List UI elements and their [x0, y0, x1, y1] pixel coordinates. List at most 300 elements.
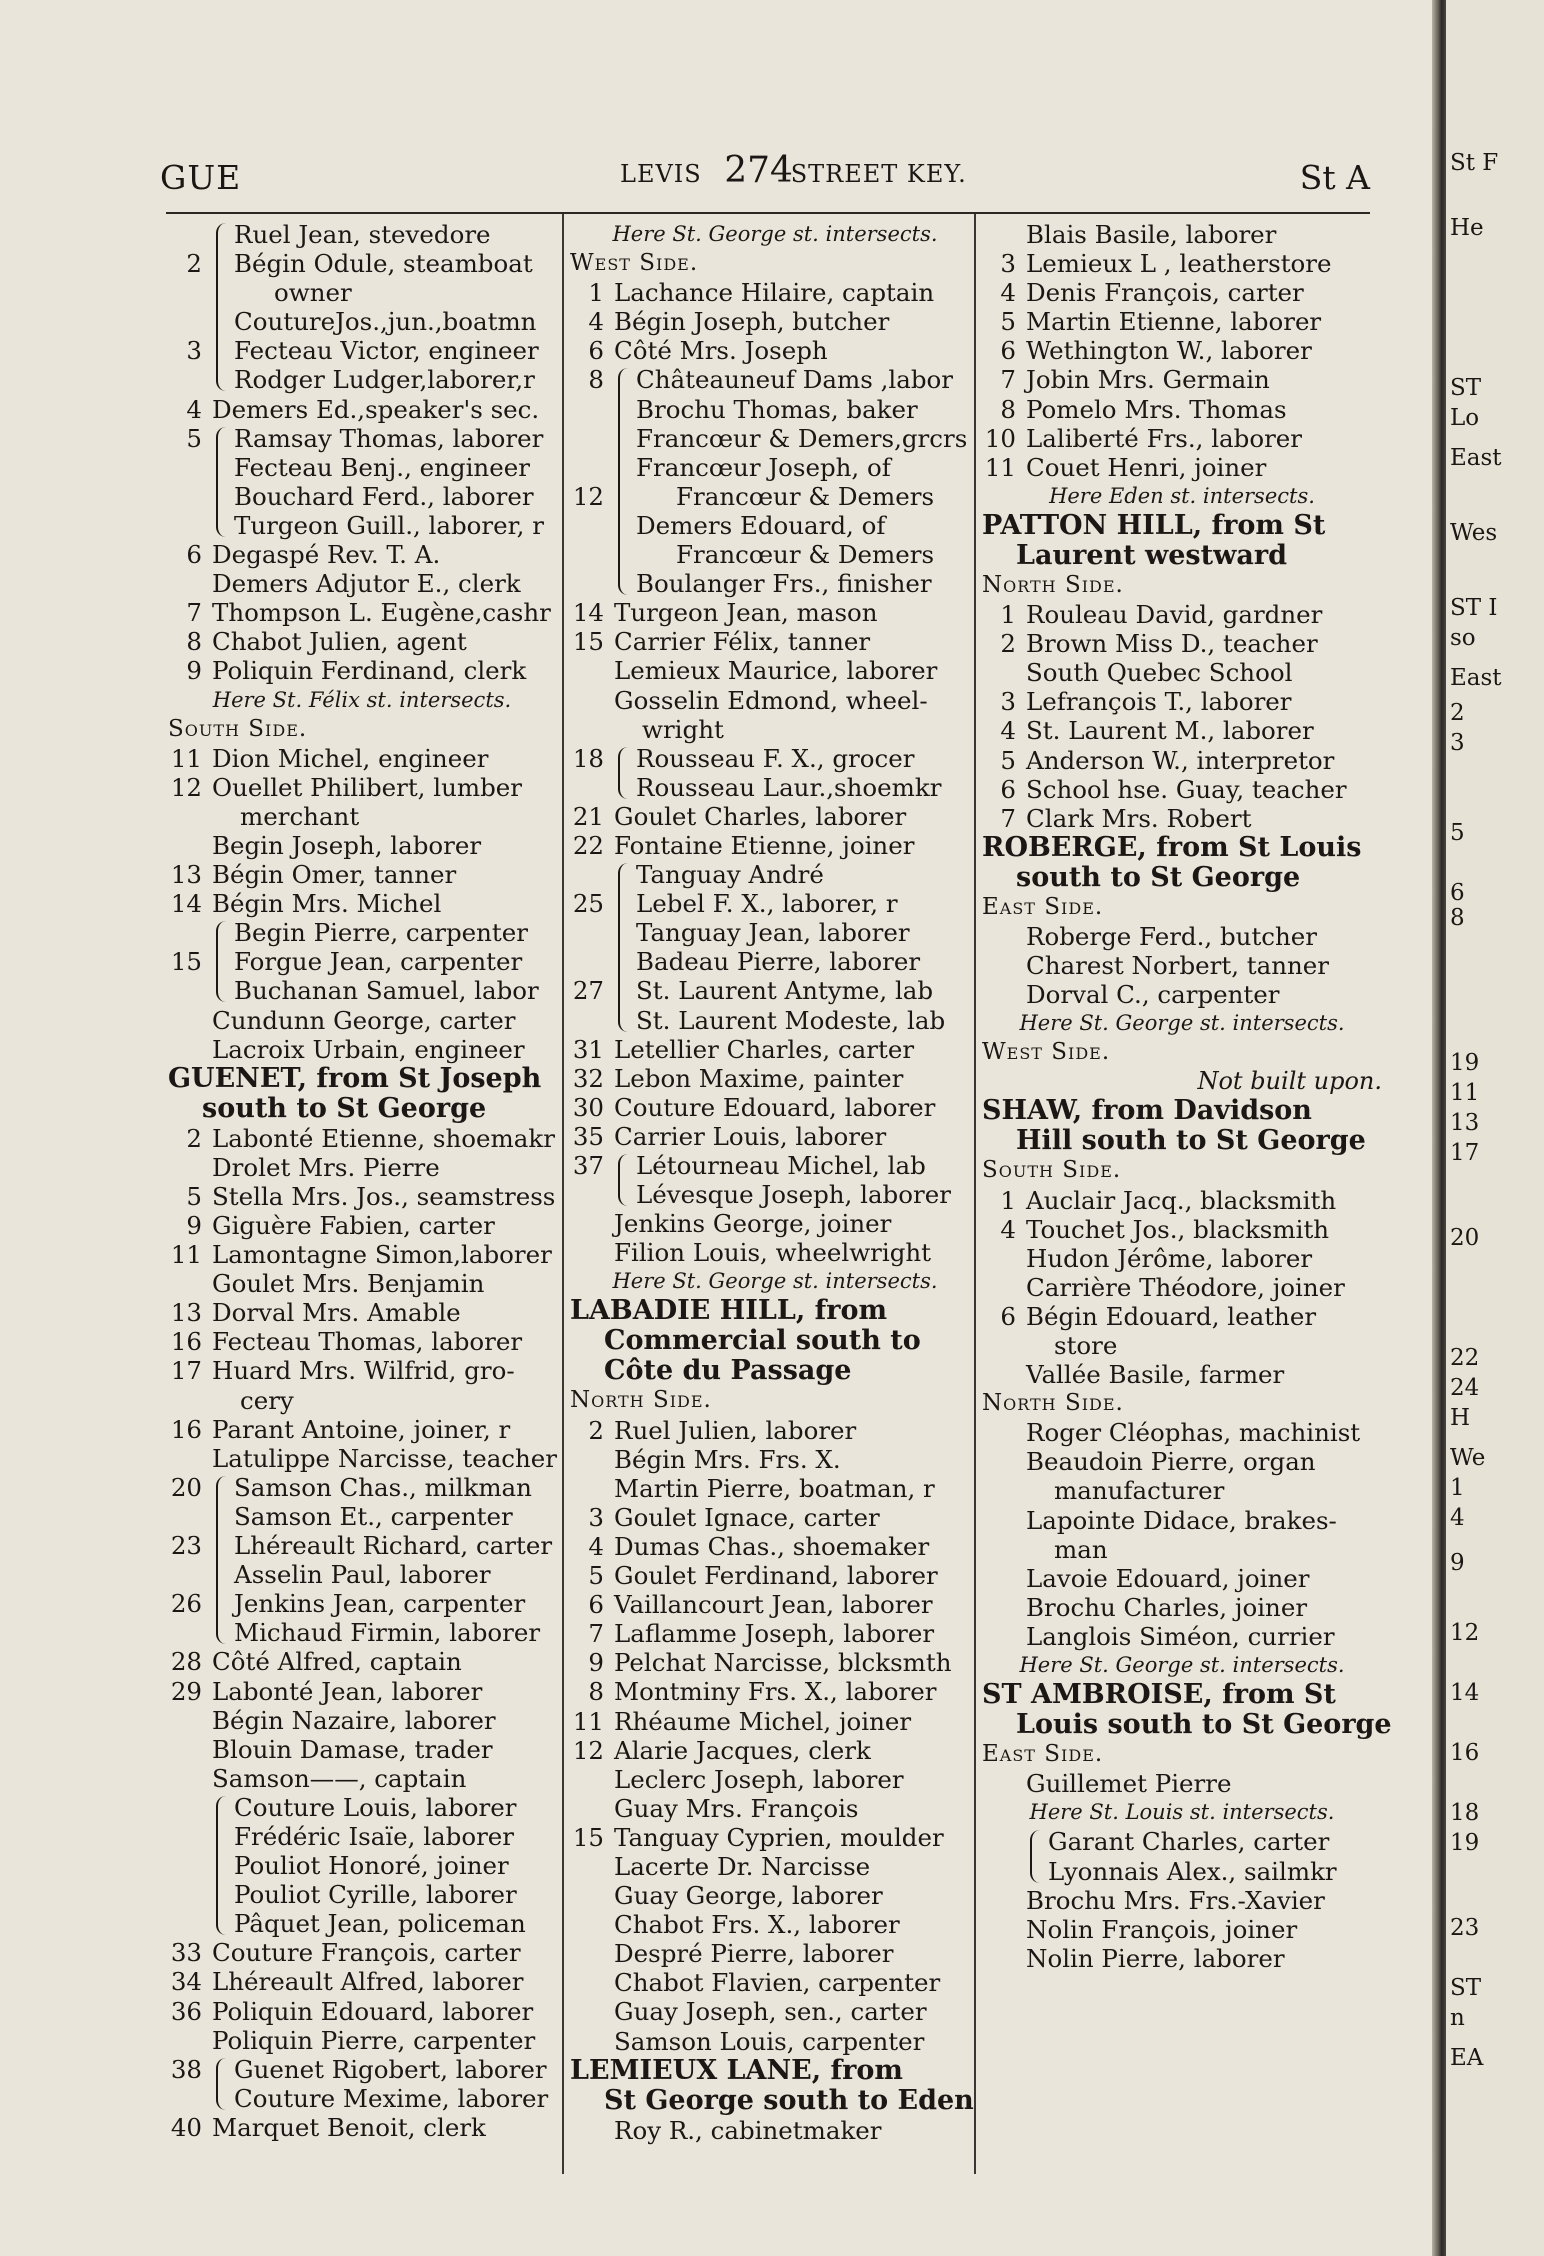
resident-name: Filion Louis, wheelwright: [614, 1238, 932, 1268]
resident-name: Cundunn George, carter: [212, 1005, 516, 1035]
directory-entry: [168, 2084, 556, 2113]
resident-name: Samson Louis, carpenter: [614, 2026, 925, 2056]
house-number: 4: [1000, 278, 1016, 308]
directory-entry: [982, 1418, 1382, 1447]
directory-entry: [168, 947, 556, 976]
resident-name: Nolin François, joiner: [1026, 1914, 1298, 1944]
group-brace: [216, 2058, 226, 2110]
directory-entry: [168, 1415, 556, 1444]
page-number: 274: [724, 150, 793, 191]
directory-entry: [570, 1707, 980, 1736]
resident-name: Couture François, carter: [212, 1938, 521, 1968]
directory-entry: [982, 1244, 1382, 1273]
resident-name: Brochu Charles, joiner: [1026, 1592, 1308, 1622]
directory-entry: [982, 1215, 1382, 1244]
house-number: 30: [572, 1092, 604, 1122]
resident-name: Turgeon Jean, mason: [614, 598, 878, 628]
directory-entry: [168, 1327, 556, 1356]
directory-entry: [982, 687, 1382, 716]
resident-name: Goulet Ferdinand, laborer: [614, 1561, 938, 1591]
directory-entry: [570, 1503, 980, 1532]
column-1: [168, 220, 556, 2142]
house-number: 3: [1000, 687, 1016, 717]
facing-page-fragment: Lo: [1450, 405, 1480, 431]
resident-name: Couture Edouard, laborer: [614, 1092, 936, 1122]
side-label: South Side.: [982, 1157, 1122, 1184]
directory-entry: [168, 1124, 556, 1153]
side-label: West Side.: [570, 250, 699, 277]
directory-entry: [982, 395, 1382, 424]
directory-entry: [982, 1944, 1382, 1973]
house-number: 4: [588, 1531, 604, 1561]
directory-entry: [570, 1968, 980, 1997]
house-number: 10: [984, 423, 1016, 453]
house-number: 8: [588, 365, 604, 395]
resident-name: St. Laurent M., laborer: [1026, 716, 1314, 746]
street-heading-line: Laurent westward: [1016, 539, 1287, 571]
house-number: 9: [588, 1648, 604, 1678]
directory-entry: [982, 453, 1382, 482]
facing-page-fragment: 17: [1450, 1140, 1480, 1166]
resident-name: School hse. Guay, teacher: [1026, 774, 1347, 804]
resident-name: Roberge Ferd., butcher: [1026, 921, 1317, 951]
directory-entry: [570, 947, 980, 976]
resident-name: Lhéreault Alfred, laborer: [212, 1967, 524, 1997]
resident-name: Blouin Damase, trader: [212, 1734, 493, 1764]
resident-name: Lapointe Didace, brakes-: [1026, 1505, 1337, 1535]
house-number: 28: [170, 1647, 202, 1677]
directory-entry: [168, 307, 556, 336]
directory-entry: [168, 860, 556, 889]
directory-entry: [982, 804, 1382, 833]
resident-name: Fecteau Benj., engineer: [234, 452, 530, 482]
resident-name: Guay George, laborer: [614, 1881, 883, 1911]
directory-entry: [168, 1967, 556, 1996]
directory-entry: [168, 1269, 556, 1298]
directory-entry: [982, 658, 1382, 687]
directory-entry: [570, 1590, 980, 1619]
resident-name: Despré Pierre, laborer: [614, 1939, 894, 1969]
group-brace: [216, 1796, 226, 1935]
resident-name: Labonté Etienne, shoemakr: [212, 1123, 555, 1153]
directory-entry: [168, 1735, 556, 1764]
directory-entry: [982, 1506, 1382, 1535]
side-label: West Side.: [982, 1039, 1111, 1066]
street-heading-line: south to St George: [202, 1092, 487, 1124]
resident-name: Côté Alfred, captain: [212, 1647, 462, 1677]
directory-entry: [168, 1997, 556, 2026]
resident-name: Degaspé Rev. T. A.: [212, 540, 441, 570]
street-heading-line: ST AMBROISE, from St: [982, 1679, 1336, 1711]
facing-page-fragment: 13: [1450, 1110, 1480, 1136]
directory-entry: [570, 424, 980, 453]
resident-name: Martin Etienne, laborer: [1026, 307, 1322, 337]
resident-name: Lebel F. X., laborer, r: [636, 889, 898, 919]
resident-name: Charest Norbert, tanner: [1026, 950, 1329, 980]
directory-entry: [168, 1647, 556, 1676]
house-number: 27: [572, 976, 604, 1006]
resident-name: Dorval C., carpenter: [1026, 980, 1280, 1010]
directory-entry: [982, 1622, 1382, 1651]
directory-entry: [570, 1093, 980, 1122]
resident-name: Touchet Jos., blacksmith: [1026, 1214, 1330, 1244]
house-number: 3: [588, 1502, 604, 1532]
house-number: 2: [186, 1123, 202, 1153]
directory-entry: [982, 424, 1382, 453]
resident-name: Rhéaume Michel, joiner: [614, 1706, 912, 1736]
resident-name: Guay Joseph, sen., carter: [614, 1997, 927, 2027]
side-label: East Side.: [982, 893, 1104, 920]
intersection-note: Not built upon.: [1197, 1067, 1382, 1096]
header-center: [620, 150, 967, 191]
facing-page-fragment: 18: [1450, 1800, 1480, 1826]
facing-page-fragment: 2: [1450, 700, 1465, 726]
directory-entry: [570, 1852, 980, 1881]
directory-entry: [168, 656, 556, 685]
header-right: St A: [1299, 158, 1370, 197]
house-number: 16: [170, 1327, 202, 1357]
resident-name: Rouleau David, gardner: [1026, 600, 1323, 630]
directory-entry: [168, 1035, 556, 1064]
resident-name: Couet Henri, joiner: [1026, 452, 1267, 482]
directory-entry: [168, 1589, 556, 1618]
resident-name: Lemieux L , leatherstore: [1026, 249, 1332, 279]
house-number: 1: [1000, 1185, 1016, 1215]
house-number: 18: [572, 743, 604, 773]
house-number: 37: [572, 1151, 604, 1180]
directory-entry: [570, 1445, 980, 1474]
resident-name: Martin Pierre, boatman, r: [614, 1473, 935, 1503]
side-label: East Side.: [982, 1741, 1104, 1768]
house-number: 16: [170, 1414, 202, 1444]
resident-name: Pomelo Mrs. Thomas: [1026, 394, 1287, 424]
house-number: 22: [572, 830, 604, 860]
resident-name: Pelchat Narcisse, blcksmth: [614, 1648, 952, 1678]
directory-entry: [168, 1356, 556, 1385]
resident-name: Carrier Félix, tanner: [614, 627, 871, 657]
facing-page-fragment: 11: [1450, 1080, 1480, 1106]
street-heading: [570, 2056, 980, 2116]
directory-entry: [168, 1386, 556, 1415]
house-number: 4: [588, 307, 604, 337]
facing-page-fragment: 12: [1450, 1620, 1480, 1646]
resident-name: Bégin Nazaire, laborer: [212, 1705, 496, 1735]
resident-name: Drolet Mrs. Pierre: [212, 1152, 440, 1182]
house-number: 11: [170, 743, 202, 773]
facing-page-fragment: n: [1450, 2005, 1465, 2031]
house-number: 7: [1000, 803, 1016, 833]
resident-name: Poliquin Pierre, carpenter: [212, 2025, 536, 2055]
street-heading: [570, 1296, 980, 1386]
street-heading-line: Commercial south to: [604, 1325, 921, 1357]
facing-page-fragment: EA: [1450, 2045, 1484, 2071]
directory-entry: [570, 1064, 980, 1093]
street-heading-line: Louis south to St George: [1016, 1709, 1392, 1741]
resident-name: Marquet Benoit, clerk: [212, 2112, 486, 2142]
facing-page-edge: [1446, 0, 1544, 2256]
resident-name: Demers Edouard, of: [636, 510, 886, 540]
house-number: 20: [170, 1472, 202, 1502]
directory-entry: [570, 1238, 980, 1267]
resident-name: Rousseau F. X., grocer: [636, 743, 915, 773]
directory-entry: [168, 569, 556, 598]
resident-name: Poliquin Ferdinand, clerk: [212, 656, 527, 686]
directory-entry: [570, 1209, 980, 1238]
resident-name: Anderson W., interpretor: [1026, 745, 1335, 775]
directory-entry: [570, 656, 980, 685]
resident-name: St. Laurent Antyme, lab: [636, 976, 934, 1006]
facing-page-fragment: 9: [1450, 1550, 1465, 1576]
group-brace: [618, 863, 628, 1032]
directory-entry: [168, 1153, 556, 1182]
resident-name: Latulippe Narcisse, teacher: [212, 1443, 558, 1473]
resident-name: Montminy Frs. X., laborer: [614, 1677, 937, 1707]
facing-page-fragment: ST: [1450, 375, 1482, 401]
directory-entry: [168, 482, 556, 511]
house-number: 12: [572, 481, 604, 511]
facing-page-fragment: ST I: [1450, 595, 1498, 621]
resident-name: Côté Mrs. Joseph: [614, 336, 828, 366]
directory-entry: [570, 1881, 980, 1910]
resident-name: Laflamme Joseph, laborer: [614, 1619, 935, 1649]
directory-entry: [570, 831, 980, 860]
directory-entry: [570, 395, 980, 424]
resident-name: merchant: [240, 801, 360, 831]
resident-name: Samson——, captain: [212, 1763, 467, 1793]
directory-entry: [570, 1532, 980, 1561]
directory-entry: [168, 1182, 556, 1211]
resident-name: Carrière Théodore, joiner: [1026, 1272, 1345, 1302]
header-left: GUE: [160, 158, 242, 197]
directory-entry: [570, 744, 980, 773]
directory-entry: [168, 976, 556, 1005]
directory-entry: [168, 1880, 556, 1909]
street-heading-line: Hill south to St George: [1016, 1125, 1366, 1157]
resident-name: Rousseau Laur.,shoemkr: [636, 772, 942, 802]
resident-name: Nolin Pierre, laborer: [1026, 1943, 1285, 1973]
directory-entry: [982, 1331, 1382, 1360]
directory-entry: [570, 1416, 980, 1445]
directory-entry: [570, 598, 980, 627]
resident-name: Tanguay Jean, laborer: [636, 918, 910, 948]
resident-name: Bégin Joseph, butcher: [614, 307, 890, 337]
facing-page-fragment: ST: [1450, 1975, 1482, 2001]
directory-entry: [570, 1765, 980, 1794]
resident-name: Forgue Jean, carpenter: [234, 947, 523, 977]
directory-entry: [982, 1360, 1382, 1389]
resident-name: Buchanan Samuel, labor: [234, 976, 539, 1006]
resident-name: Pouliot Honoré, joiner: [234, 1851, 509, 1881]
street-heading-line: south to St George: [1016, 861, 1301, 893]
house-number: 32: [572, 1063, 604, 1093]
house-number: 13: [170, 860, 202, 890]
directory-entry: [982, 1447, 1382, 1476]
house-number: 8: [1000, 394, 1016, 424]
resident-name: Dorval Mrs. Amable: [212, 1298, 461, 1328]
house-number: 21: [572, 801, 604, 831]
directory-entry: [168, 1560, 556, 1589]
house-number: 6: [186, 540, 202, 570]
resident-name: Goulet Ignace, carter: [614, 1502, 880, 1532]
directory-entry: [570, 1910, 980, 1939]
resident-name: Gosselin Edmond, wheel-: [614, 685, 928, 715]
street-heading: [168, 1064, 556, 1124]
header-section: STREET KEY.: [790, 160, 967, 188]
directory-entry: [570, 715, 980, 744]
house-number: 6: [1000, 774, 1016, 804]
facing-page-fragment: He: [1450, 215, 1484, 241]
directory-entry: [168, 1706, 556, 1735]
street-heading: [982, 833, 1382, 893]
facing-page-fragment: 3: [1450, 730, 1465, 756]
directory-entry: [570, 627, 980, 656]
resident-name: Ramsay Thomas, laborer: [234, 423, 544, 453]
group-brace: [1030, 1830, 1040, 1883]
directory-entry: [570, 773, 980, 802]
resident-name: store: [1054, 1331, 1118, 1360]
house-number: 33: [170, 1938, 202, 1968]
resident-name: Lebon Maxime, painter: [614, 1063, 904, 1093]
house-number: 2: [1000, 629, 1016, 659]
side-label: North Side.: [982, 1390, 1124, 1417]
house-number: 7: [186, 598, 202, 628]
directory-entry: [570, 889, 980, 918]
side-label: North Side.: [570, 1387, 712, 1414]
street-heading-line: GUENET, from St Joseph: [168, 1062, 542, 1094]
directory-entry: [168, 249, 556, 278]
facing-page-fragment: We: [1450, 1445, 1486, 1471]
resident-name: Guillemet Pierre: [1026, 1769, 1232, 1799]
intersection-note: Here St. George st. intersects.: [1019, 1653, 1345, 1678]
resident-name: Fecteau Thomas, laborer: [212, 1327, 523, 1357]
directory-entry: [982, 1302, 1382, 1331]
resident-name: Giguère Fabien, carter: [212, 1211, 495, 1240]
directory-entry: [168, 1909, 556, 1938]
resident-name: Lefrançois T., laborer: [1026, 687, 1292, 717]
directory-entry: [982, 1535, 1382, 1564]
resident-name: Lévesque Joseph, laborer: [636, 1180, 951, 1210]
resident-name: Bégin Mrs. Frs. X.: [614, 1444, 841, 1474]
directory-entry: [570, 336, 980, 365]
resident-name: Goulet Mrs. Benjamin: [212, 1269, 485, 1299]
directory-entry: [570, 1823, 980, 1852]
house-number: 14: [170, 889, 202, 919]
resident-name: Hudon Jérôme, laborer: [1026, 1243, 1313, 1273]
resident-name: Leclerc Joseph, laborer: [614, 1764, 904, 1794]
resident-name: Lemieux Maurice, laborer: [614, 656, 938, 686]
directory-entry: [570, 2116, 980, 2145]
facing-page-fragment: 6: [1450, 880, 1465, 906]
column-divider: [562, 214, 564, 2174]
resident-name: cery: [240, 1385, 294, 1415]
directory-entry: [168, 220, 556, 249]
house-number: 5: [186, 423, 202, 453]
house-number: 2: [186, 249, 202, 279]
resident-name: Pâquet Jean, policeman: [234, 1909, 526, 1939]
directory-entry: [168, 2026, 556, 2055]
resident-name: Blais Basile, laborer: [1026, 220, 1277, 249]
resident-name: Fontaine Etienne, joiner: [614, 830, 915, 860]
directory-entry: [982, 951, 1382, 980]
facing-page-fragment: 24: [1450, 1375, 1480, 1401]
facing-page-fragment: 1: [1450, 1475, 1465, 1501]
resident-name: Brown Miss D., teacher: [1026, 629, 1318, 659]
book-gutter: [1432, 0, 1446, 2256]
side-label: North Side.: [982, 571, 1124, 598]
house-number: 7: [1000, 365, 1016, 395]
group-brace: [216, 921, 226, 1002]
resident-name: Poliquin Edouard, laborer: [212, 1996, 534, 2026]
resident-name: Demers Adjutor E., clerk: [212, 569, 521, 599]
resident-name: Begin Joseph, laborer: [212, 830, 482, 860]
column-3: [982, 220, 1392, 1973]
directory-entry: [570, 365, 980, 394]
resident-name: Vallée Basile, farmer: [1026, 1360, 1285, 1390]
facing-page-fragment: 8: [1450, 905, 1465, 931]
directory-entry: [570, 1997, 980, 2026]
resident-name: Tanguay Cyprien, moulder: [614, 1822, 944, 1852]
street-heading-line: St George south to Eden: [604, 2084, 974, 2116]
resident-name: Laliberté Frs., laborer: [1026, 423, 1303, 453]
directory-entry: [982, 1593, 1382, 1622]
intersection-note: Here St. Félix st. intersects.: [212, 687, 512, 712]
directory-entry: [982, 1827, 1382, 1856]
resident-name: Samson Chas., milkman: [234, 1472, 532, 1502]
directory-entry: [570, 1006, 980, 1035]
resident-name: Parant Antoine, joiner, r: [212, 1414, 511, 1444]
street-heading-line: PATTON HILL, from St: [982, 509, 1326, 541]
directory-entry: [570, 511, 980, 540]
directory-entry: [570, 1619, 980, 1648]
directory-entry: [168, 744, 556, 773]
resident-name: Garant Charles, carter: [1048, 1827, 1330, 1857]
facing-page-fragment: East: [1450, 665, 1502, 691]
resident-name: Letellier Charles, carter: [614, 1034, 915, 1064]
directory-entry: [570, 1736, 980, 1765]
house-number: 15: [572, 1822, 604, 1852]
resident-name: Labonté Jean, laborer: [212, 1676, 483, 1706]
directory-entry: [570, 2027, 980, 2056]
street-heading-line: LABADIE HILL, from: [570, 1295, 888, 1327]
house-number: 29: [170, 1676, 202, 1706]
directory-entry: [570, 1794, 980, 1823]
resident-name: Chabot Frs. X., laborer: [614, 1910, 900, 1940]
house-number: 4: [1000, 716, 1016, 746]
directory-entry: [168, 627, 556, 656]
directory-entry: [168, 2055, 556, 2084]
house-number: 4: [1000, 1214, 1016, 1244]
directory-entry: [982, 1857, 1382, 1886]
directory-entry: [168, 831, 556, 860]
directory-entry: [168, 1851, 556, 1880]
resident-name: Lyonnais Alex., sailmkr: [1048, 1856, 1337, 1886]
resident-name: Wethington W., laborer: [1026, 336, 1312, 366]
resident-name: Dumas Chas., shoemaker: [614, 1531, 930, 1561]
directory-entry: [570, 540, 980, 569]
group-brace: [216, 427, 226, 537]
house-number: 38: [170, 2054, 202, 2084]
directory-entry: [982, 249, 1382, 278]
resident-name: Bouchard Ferd., laborer: [234, 481, 534, 511]
house-number: 35: [572, 1121, 604, 1151]
facing-page-fragment: 19: [1450, 1830, 1480, 1856]
directory-entry: [168, 395, 556, 424]
resident-name: Jenkins Jean, carpenter: [234, 1589, 526, 1619]
group-brace: [618, 747, 628, 799]
directory-entry: [570, 1180, 980, 1209]
directory-entry: [168, 1764, 556, 1793]
resident-name: Châteauneuf Dams ,labor: [636, 365, 953, 395]
